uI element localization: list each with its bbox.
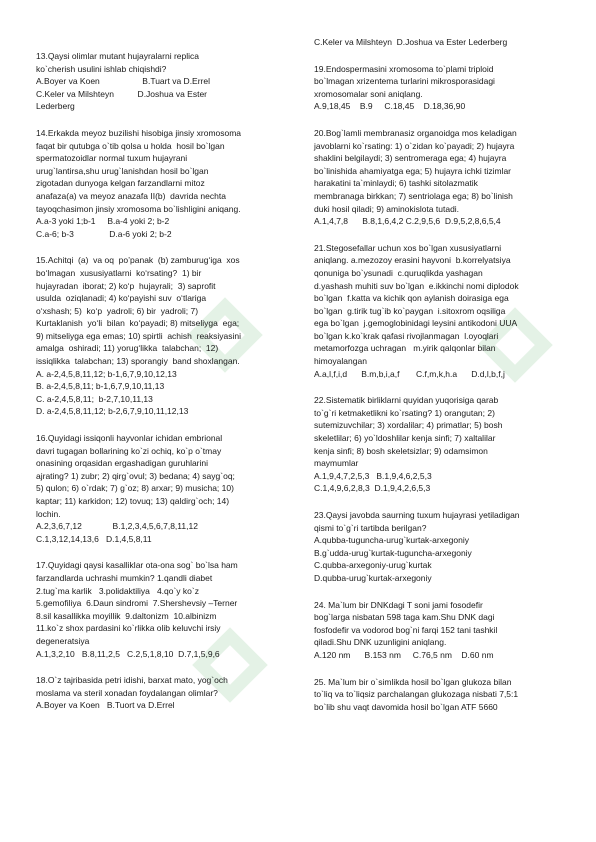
- question-line: Lederberg: [36, 101, 75, 112]
- question-line: degeneratsiya: [36, 635, 90, 646]
- question-line: 25. Ma`lum bir o`simlikda hosil bo`lgan glukoza bilan: [314, 676, 512, 687]
- question-line: A.1,3,2,10 B.8,11,2,5 C.2,5,1,8,10 D.7,1,5,9,6: [36, 648, 220, 659]
- question-line: 18.O`z tajribasida petri idishi, barxat mato, yog`och: [36, 675, 228, 686]
- question-line: A.1,9,4,7,2,5,3 B.1,9,4,6,2,5,3: [314, 470, 432, 481]
- question-block: [36, 50, 298, 113]
- question-line: A.Boyer va Koen B.Tuart va D.Errel: [36, 76, 210, 87]
- question-block: [36, 432, 298, 545]
- question-line: sutemizuvchilar; 3) xordalilar; 4) primatlar; 5) bosh: [314, 420, 503, 431]
- question-line: kenja sinfi; 8) bosh skeletsizlar; 9) odamsimon: [314, 445, 488, 456]
- left-column: [36, 50, 298, 726]
- question-line: hujayradan iborat; 2) ko‘p hujayrali; 3) saprofit: [36, 280, 216, 291]
- question-line: 22.Sistematik birliklarni quyidan yuqorisiga qarab: [314, 395, 499, 406]
- question-line: qonuniga bo`ysunadi c.quruqlikda yashagan: [314, 267, 483, 278]
- question-line: amalga oshiradi; 11) yorug‘likka talabchan; 12): [36, 343, 219, 354]
- question-line: anafaza(a) va meyoz anazafa II(b) davrida nechta: [36, 190, 226, 201]
- question-line: C.Keler va Milshteyn D.Joshua va Ester Lederberg: [314, 37, 508, 47]
- question-line: fosfodefir va vodorod bog`ni farqi 152 tani tashkil: [314, 624, 498, 635]
- question-line: membranaga birkkan; 7) sentriolaga ega; 8) bo`linish: [314, 190, 513, 201]
- question-line: urug`lantirsa,shu urug`lanishdan hosil bo`lgan: [36, 165, 209, 176]
- question-line: 24. Ma`lum bir DNKdagi T soni jami fosodefir: [314, 599, 483, 610]
- question-line: 20.Bog`lamli membranasiz organoidga mos keladigan: [314, 127, 517, 138]
- question-line: D. a-2,4,5,8,11,12; b-2,6,7,9,10,11,12,13: [36, 406, 189, 417]
- question-line: farzandlarda uchrashi mumkin? 1.qandli diabet: [36, 572, 213, 583]
- question-line: bo`lib shu vaqt davomida hosil bo`lgan ATF 5660: [314, 701, 498, 712]
- question-line: A.a-3 yoki 1;b-1 B.a-4 yoki 2; b-2: [36, 216, 170, 227]
- question-line: bo`linishida ahamiyatga ega; 5) hujayra ichki tizimlar: [314, 165, 512, 176]
- question-line: 14.Erkakda meyoz buzilishi hisobiga jinsiy xromosoma: [36, 127, 242, 138]
- question-block: [314, 36, 566, 49]
- question-line: maymumlar: [314, 458, 359, 469]
- question-line: A.Boyer va Koen B.Tuort va D.Errel: [36, 700, 175, 711]
- question-line: 11.ko`z shox pardasini ko`rlikka olib keluvchi irsiy: [36, 623, 221, 634]
- question-line: 9) mitseliyga ega emas; 10) spirtli achish reaksiyasini: [36, 330, 242, 341]
- question-block: [36, 254, 298, 418]
- question-block: [314, 509, 566, 585]
- question-block: [36, 674, 298, 712]
- question-line: 17.Quyidagi qaysi kasalliklar ota-ona sog` bo`lsa ham: [36, 560, 238, 571]
- question-line: 19.Endospermasini xromosoma to`plami triploid: [314, 63, 494, 74]
- question-line: 5.gemofiliya 6.Daun sindromi 7.Shershevsiy –Terner: [36, 598, 238, 609]
- question-line: bo`lgan f.katta va kichik qon aylanish doirasiga ega: [314, 293, 509, 304]
- question-line: harakatini ta`minlaydi; 6) tashki sitolazmatik: [314, 178, 478, 189]
- question-block: [36, 127, 298, 240]
- question-line: A.9,18,45 B.9 C.18,45 D.18,36,90: [314, 101, 466, 112]
- question-line: C.1,3,12,14,13,6 D.1,4,5,8,11: [36, 533, 152, 544]
- question-line: A. a-2,4,5,8,11,12; b-1,6,7,9,10,12,13: [36, 368, 177, 379]
- question-line: Kurtaklanish yo‘li bilan ko‘payadi; 8) mitseliyga ega;: [36, 318, 240, 329]
- question-line: C.1,4,9,6,2,8,3 D.1,9,4,2,6,5,3: [314, 483, 431, 494]
- question-line: skeletlilar; 6) yo`ldoshlilar kenja sinfi; 7) xaltalilar: [314, 433, 496, 444]
- question-line: bo`lgan g.tirik tug`ib ko`paygan i.sitoxrom oqsiliga: [314, 305, 506, 316]
- question-block: [314, 394, 566, 495]
- question-line: B. a-2,4,5,8,11; b-1,6,7,9,10,11,13: [36, 381, 165, 392]
- question-line: tayoqchasimon jinsiy xromosoma bo`lishligini aniqang.: [36, 203, 241, 214]
- question-block: [314, 63, 566, 113]
- question-line: A.qubba-tuguncha-urug`kurtak-arxegoniy: [314, 535, 469, 546]
- question-line: C. a-2,4,5,8,11; b-2,7,10,11,13: [36, 393, 153, 404]
- question-block: [36, 559, 298, 660]
- question-line: issiqlikka talabchan; 13) sporangiy band shoxlangan.: [36, 356, 240, 367]
- question-line: himoyalangan: [314, 356, 367, 367]
- question-line: C.Keler va Milshteyn D.Joshua va Ester: [36, 88, 208, 99]
- question-line: javoblarni ko`rsating: 1) o`zidan ko`payadi; 2) hujayra: [314, 140, 515, 151]
- question-line: A.120 nm B.153 nm C.76,5 nm D.60 nm: [314, 649, 494, 660]
- question-line: kaptar; 11) karkidon; 12) tovuq; 13) qaldirg`och; 14): [36, 496, 230, 506]
- question-block: [314, 599, 566, 662]
- question-line: A.2,3,6,7,12 B.1,2,3,4,5,6,7,8,11,12: [36, 521, 198, 532]
- question-line: xromosomalar soni aniqlang.: [314, 88, 423, 99]
- question-line: 15.Achitqi (a) va oq po’panak (b) zamburug‘iga xos: [36, 255, 240, 266]
- question-line: moslama va steril xonadan foydalangan olimlar?: [36, 687, 218, 698]
- question-line: 23.Qaysi javobda saurning tuxum hujayrasi yetiladigan: [314, 510, 520, 520]
- question-line: D.qubba-urug`kurtak-arxegoniy: [314, 572, 432, 583]
- question-line: o‘xshash; 5) ko‘p yadroli; 6) bir yadroli; 7): [36, 305, 199, 316]
- question-line: usulda oziqlanadi; 4) ko‘payishi suv o‘tlariga: [36, 293, 207, 304]
- question-line: qiladi.Shu DNK uzunligini aniqlang.: [314, 637, 447, 648]
- question-line: ko`cherish usulini ishlab chiqishdi?: [36, 63, 167, 74]
- question-line: d.yashash muhiti suv bo`lgan e.ikkinchi nomi diplodok: [314, 280, 519, 291]
- question-line: 16.Quyidagi issiqonli hayvonlar ichidan embrional: [36, 433, 223, 444]
- question-line: bo`lmagan xrizentema turlarini mikrosporasidagi: [314, 76, 495, 87]
- question-line: 21.Stegosefallar uchun xos bo`lgan xususiyatlarni: [314, 242, 502, 253]
- right-column: [314, 36, 566, 727]
- question-line: metamorfozga uchragan m.yirik qalqonlar bilan: [314, 343, 496, 354]
- question-line: 13.Qaysi olimlar mutant hujayralarni replica: [36, 51, 199, 61]
- question-line: bo`lgan k.ko`krak qafasi rivojlanmagan l.oyoqlari: [314, 330, 499, 341]
- question-line: A.1,4,7,8 B.8,1,6,4,2 C.2,9,5,6 D.9,5,2,8,6,5,4: [314, 216, 501, 227]
- question-line: aniqlang. a.mezozoy erasini hayvoni b.korrelyatsiya: [314, 255, 511, 266]
- question-line: ega bo`lgan j.gemoglobinidagi leysini antikodoni UUA: [314, 318, 518, 329]
- question-line: A.a,l,f,i,d B.m,b,i,a,f C.f,m,k,h.a D.d,l,b,f,j: [314, 368, 505, 379]
- question-line: qismi to`g`ri tartibda berilgan?: [314, 522, 427, 533]
- question-line: onasining orqasidan ergashadigan guruhlarini: [36, 458, 209, 469]
- question-block: [314, 127, 566, 228]
- question-block: [314, 242, 566, 381]
- question-line: shaklini belgilaydi; 3) sentromeraga ega; 4) hujayra: [314, 153, 507, 164]
- question-line: faqat bir qutubga o`tib qolsa u holda hosil bo`lgan: [36, 140, 225, 151]
- question-line: C.qubba-arxegoniy-urug`kurtak: [314, 560, 432, 571]
- question-line: 2.tug`ma karlik 3.polidaktiliya 4.qo`y ko`z: [36, 585, 199, 596]
- question-line: B.g`udda-urug`kurtak-tuguncha-arxegoniy: [314, 547, 472, 558]
- question-line: to`liq va to`liqsiz parchalangan glukozaga nisbati 7,5:1: [314, 689, 519, 700]
- question-line: lochin.: [36, 508, 61, 519]
- question-line: C.a-6; b-3 D.a-6 yoki 2; b-2: [36, 228, 172, 239]
- question-line: spermatozoidlar normal tuxum hujayrani: [36, 153, 188, 164]
- question-line: bo‘lmagan xususiyatlarni ko‘rsating? 1) bir: [36, 267, 202, 278]
- question-line: zigotadan dunyoga kelgan farzandlarni mitoz: [36, 178, 205, 189]
- question-line: to`g`ri ketmaketlikni ko`rsating? 1) orangutan; 2): [314, 407, 495, 418]
- question-block: [314, 676, 566, 714]
- question-line: davri tugagan bollarining ko`zi ochiq, ko`p o`tmay: [36, 445, 222, 456]
- question-line: 8.sil kasallikka moyillik 9.daltonizm 10.albinizm: [36, 610, 217, 621]
- question-line: bog`larga nisbatan 598 taga kam.Shu DNK dagi: [314, 612, 495, 623]
- question-line: duki hosil qiladi; 9) aminokislota tutadi.: [314, 203, 460, 214]
- question-line: 5) qulon; 6) o`rdak; 7) g`oz; 8) arxar; 9) musicha; 10): [36, 483, 234, 494]
- question-line: ajrating? 1) zubr; 2) qirg`ovul; 3) bedana; 4) sayg`oq;: [36, 470, 235, 481]
